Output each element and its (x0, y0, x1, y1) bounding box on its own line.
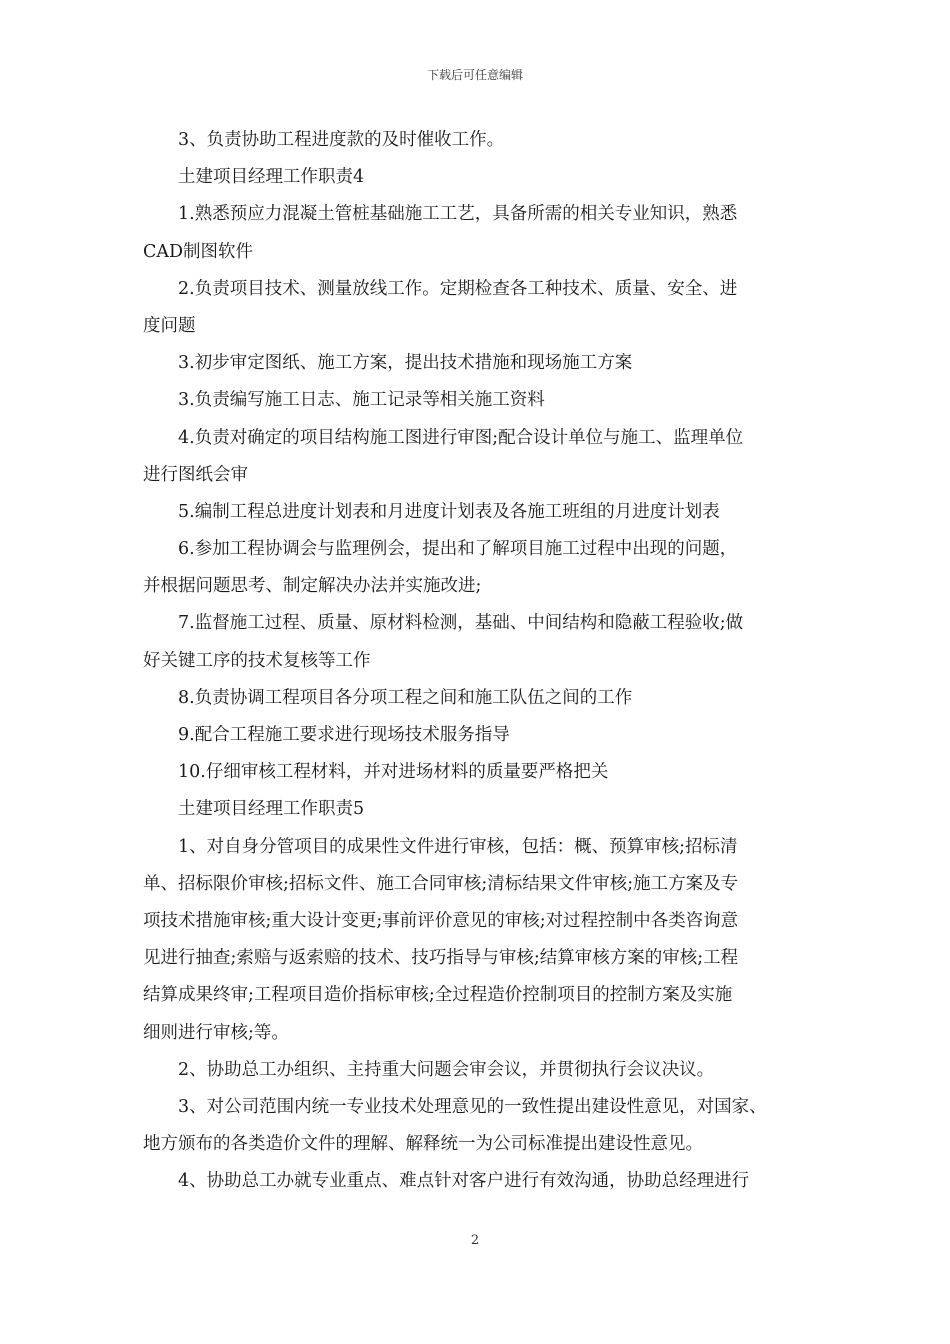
text-line: 8.负责协调工程项目各分项工程之间和施工队伍之间的工作 (178, 687, 633, 708)
text-line: CAD制图软件 (143, 241, 254, 262)
text-line: 1、对自身分管项目的成果性文件进行审核，包括：概、预算审核;招标清 (178, 836, 738, 857)
text-line: 7.监督施工过程、质量、原材料检测，基础、中间结构和隐蔽工程验收;做 (178, 613, 744, 634)
text-line: 度问题 (143, 315, 196, 336)
text-line: 3.负责编写施工日志、施工记录等相关施工资料 (178, 390, 545, 411)
text-line: 9.配合工程施工要求进行现场技术服务指导 (178, 725, 510, 745)
text-line: 6.参加工程协调会与监理例会，提出和了解项目施工过程中出现的问题， (178, 539, 738, 560)
document-body (143, 122, 808, 1200)
text-line: 见进行抽查;索赔与返索赔的技术、技巧指导与审核;结算审核方案的审核;工程 (143, 948, 739, 969)
text-line: 1.熟悉预应力混凝土管桩基础施工工艺，具备所需的相关专业知识，熟悉 (178, 204, 738, 225)
text-line: 4.负责对确定的项目结构施工图进行审图;配合设计单位与施工、监理单位 (178, 427, 744, 448)
text-line: 2、协助总工办组织、主持重大问题会审会议，并贯彻执行会议决议。 (178, 1059, 715, 1080)
text-line: 好关键工序的技术复核等工作 (143, 650, 371, 671)
text-line: 2.负责项目技术、测量放线工作。定期检查各工种技术、质量、安全、进 (178, 278, 738, 299)
text-line: 土建项目经理工作职责5 (178, 799, 365, 820)
text-line: 5.编制工程总进度计划表和月进度计划表及各施工班组的月进度计划表 (178, 501, 720, 522)
text-line: 项技术措施审核;重大设计变更;事前评价意见的审核;对过程控制中各类咨询意 (143, 910, 739, 931)
text-line: 地方颁布的各类造价文件的理解、解释统一为公司标准提出建设性意见。 (143, 1134, 703, 1155)
page-number: 2 (470, 1233, 480, 1248)
text-line: 进行图纸会审 (143, 464, 248, 485)
text-line: 4、协助总工办就专业重点、难点针对客户进行有效沟通，协助总经理进行 (178, 1171, 750, 1192)
text-line: 土建项目经理工作职责4 (178, 167, 365, 188)
text-line: 3、负责协助工程进度款的及时催收工作。 (178, 130, 505, 150)
text-line: 并根据问题思考、制定解决办法并实施改进; (143, 576, 482, 597)
page-header: 下载后可任意编辑 (426, 68, 523, 82)
text-line: 单、招标限价审核;招标文件、施工合同审核;清标结果文件审核;施工方案及专 (143, 873, 739, 894)
text-line: 3.初步审定图纸、施工方案，提出技术措施和现场施工方案 (178, 353, 633, 374)
text-line: 结算成果终审;工程项目造价指标审核;全过程造价控制项目的控制方案及实施 (143, 985, 733, 1006)
text-line: 3、对公司范围内统一专业技术处理意见的一致性提出建设性意见，对国家、 (178, 1096, 767, 1117)
text-line: 细则进行审核;等。 (143, 1022, 289, 1043)
text-line: 10.仔细审核工程材料，并对进场材料的质量要严格把关 (178, 762, 609, 783)
